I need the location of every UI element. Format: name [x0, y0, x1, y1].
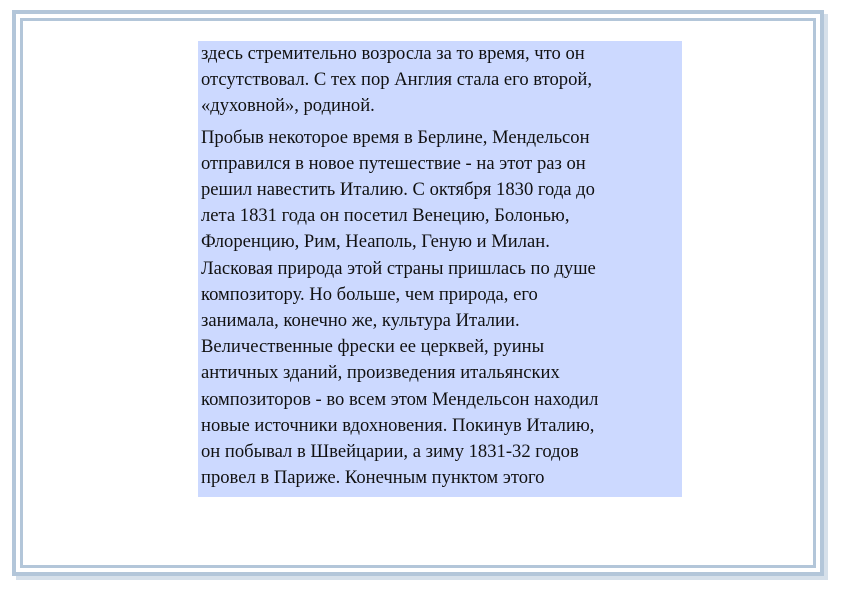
text-line: композиторов - во всем этом Мендельсон находил	[201, 388, 599, 410]
paragraph-1	[201, 41, 678, 120]
text-line: новые источники вдохновения. Покинув Италию,	[201, 414, 595, 436]
text-line: здесь стремительно возросла за то время, что он	[201, 43, 585, 64]
text-box	[198, 41, 682, 497]
text-line: Флоренцию, Рим, Неаполь, Геную и Милан.	[201, 231, 550, 253]
text-line: Пробыв некоторое время в Берлине, Мендельсон	[201, 126, 590, 148]
text-line: лета 1831 года он посетил Венецию, Болонью,	[201, 205, 570, 227]
text-line: провел в Париже. Конечным пунктом этого	[201, 467, 545, 489]
text-line: он побывал в Швейцарии, а зиму 1831-32 годов	[201, 441, 579, 463]
frame-shadow-bottom	[16, 576, 828, 580]
text-line: Ласковая природа этой страны пришлась по душе	[201, 257, 596, 279]
paragraph-2	[201, 125, 678, 492]
text-line: «духовной», родиной.	[201, 95, 375, 117]
text-line: античных зданий, произведения итальянских	[201, 362, 560, 384]
text-line: Величественные фрески ее церквей, руины	[201, 336, 545, 358]
text-line: отправился в новое путешествие - на этот раз он	[201, 152, 586, 174]
text-line: занимала, конечно же, культура Италии.	[201, 310, 520, 332]
text-line: отсутствовал. С тех пор Англия стала его второй,	[201, 69, 592, 91]
text-line: решил навестить Италию. С октября 1830 года до	[201, 179, 595, 201]
text-line: композитору. Но больше, чем природа, его	[201, 283, 538, 305]
frame-shadow-right	[824, 14, 828, 580]
